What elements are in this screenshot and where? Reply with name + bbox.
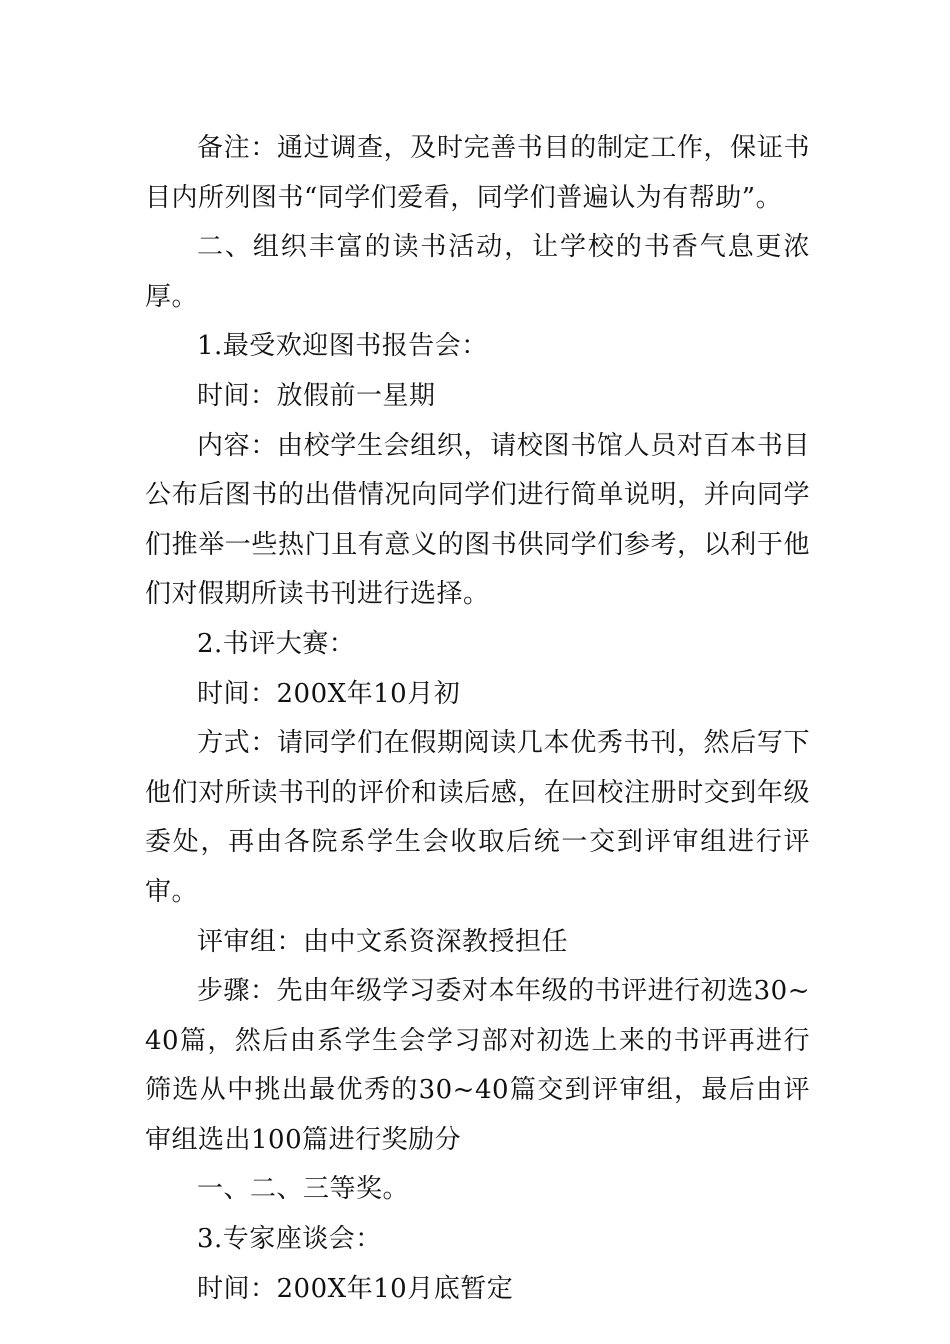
paragraph-item-2-title: 2.书评大赛： bbox=[197, 628, 356, 659]
paragraph-item-3-time: 时间：200X年10月底暂定 bbox=[197, 1273, 514, 1304]
paragraph-item-1-time: 时间：放假前一星期 bbox=[197, 380, 436, 411]
paragraph-section-two-heading: 二、组织丰富的读书活动，让学校的书香气息更浓厚。 bbox=[145, 232, 810, 312]
paragraph-item-3-title: 3.专家座谈会： bbox=[197, 1224, 382, 1255]
paragraph-item-2-jury: 评审组：由中文系资深教授担任 bbox=[197, 926, 569, 957]
paragraph-item-2-time: 时间：200X年10月初 bbox=[197, 678, 461, 709]
paragraph-item-1-title: 1.最受欢迎图书报告会： bbox=[197, 331, 488, 362]
paragraph-item-2-method: 方式：请同学们在假期阅读几本优秀书刊，然后写下他们对所读书刊的评价和读后感，在回校注册时交到年级委处，再由各院系学生会收取后统一交到评审组进行评审。 bbox=[145, 728, 810, 907]
document-body bbox=[145, 124, 810, 1314]
paragraph-note: 备注：通过调查，及时完善书目的制定工作，保证书目内所列图书“同学们爱看，同学们普遍认为有帮助”。 bbox=[145, 133, 810, 213]
paragraph-item-1-content: 内容：由校学生会组织，请校图书馆人员对百本书目公布后图书的出借情况向同学们进行简单说明，并向同学们推举一些热门且有意义的图书供同学们参考，以利于他们对假期所读书刊进行选择。 bbox=[145, 430, 810, 610]
paragraph-item-2-steps: 步骤：先由年级学习委对本年级的书评进行初选30~40篇，然后由系学生会学习部对初选上来的书评再进行筛选从中挑出最优秀的30~40篇交到评审组，最后由评审组选出100篇进行奖励分 bbox=[145, 976, 810, 1155]
paragraph-item-2-awards: 一、二、三等奖。 bbox=[197, 1174, 410, 1205]
